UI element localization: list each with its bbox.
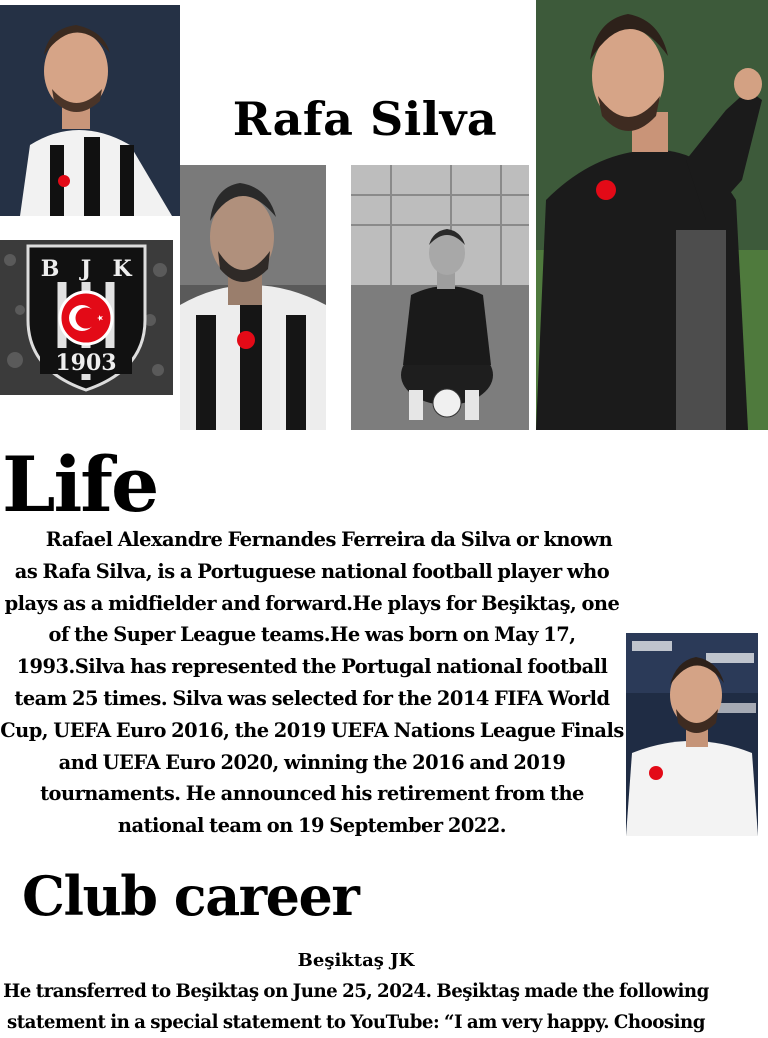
club-subheading: Beşiktaş JK xyxy=(297,950,415,971)
club-career-heading: Club career xyxy=(22,864,359,928)
player-press-photo xyxy=(626,633,758,836)
life-paragraph xyxy=(0,524,624,842)
crest-letter: J xyxy=(80,256,92,282)
crest-year: 1903 xyxy=(55,350,117,376)
player-sitting-photo xyxy=(351,165,529,430)
crest-letter: B xyxy=(40,256,60,282)
player-stylized-photo xyxy=(180,165,326,430)
crest-letter: K xyxy=(112,256,132,282)
life-heading: Life xyxy=(2,440,158,529)
player-training-photo xyxy=(536,0,768,430)
club-paragraph: He transferred to Beşiktaş on June 25, 2024. Beşiktaş made the following statement in a special statement to YouTube: “I am very happy. Choosing xyxy=(3,981,709,1033)
life-text: Rafael Alexandre Fernandes Ferreira da Silva or known as Rafa Silva, is a Portuguese national football player who plays as a midfielder and forward.He plays for Beşiktaş, one of the Super League teams.He was born on May 17, 1993.Silva has represented the Portugal national football team 25 times. Silva was selected for the 2014 FIFA World Cup, UEFA Euro 2016, the 2019 UEFA Nations League Finals and UEFA Euro 2020, winning the 2016 and 2019 tournaments. He announced his retirement from the national team on 19 September 2022. xyxy=(0,528,624,838)
player-portrait-photo xyxy=(0,5,180,216)
bjk-crest-image xyxy=(0,240,173,395)
page-title: Rafa Silva xyxy=(232,92,498,146)
